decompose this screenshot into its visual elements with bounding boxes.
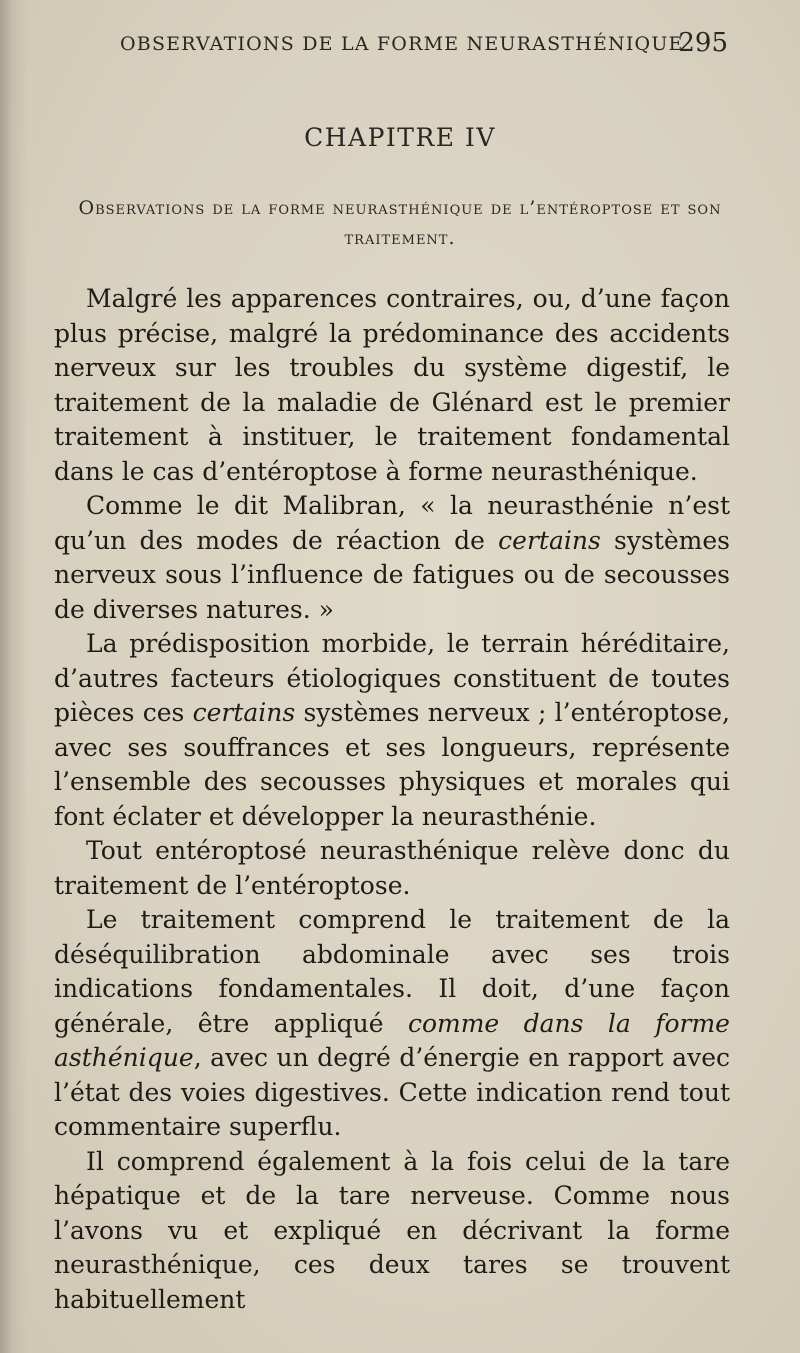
paragraph-3-text-a: La prédisposition morbide, le terrain héréditaire, d’autres facteurs étiologiques constituent de toutes pièces ces <box>54 629 730 727</box>
body-text <box>54 282 730 1317</box>
paragraph-3-text-b: systèmes nerveux ; l’entéroptose, avec ses souffrances et ses longueurs, représente l’ensemble des secousses physiques et morales qui font éclater et développer la neurasthénie. <box>54 698 730 831</box>
paragraph-5-emphasis: comme dans la forme asthénique <box>54 1008 730 1072</box>
paragraph-3-emphasis: certains <box>192 698 296 727</box>
paragraph-2-text-b: systèmes nerveux sous l’influence de fatigues ou de secousses de diverses natures. » <box>54 525 730 624</box>
chapter-subtitle <box>64 193 736 253</box>
paragraph-2 <box>54 489 730 627</box>
paragraph-1: Malgré les apparences contraires, ou, d’une façon plus précise, malgré la prédominance des accidents nerveux sur les troubles du système digestif, le traitement de la maladie de Glénard est le premier traitement à instituer, le traitement fondamental dans le cas d’entéroptose à forme neurasthénique. <box>54 284 730 486</box>
paragraph-4: Tout entéroptosé neurasthénique relève donc du traitement de l’entéroptose. <box>54 836 730 900</box>
paragraph-2-text-a: Comme le dit Malibran, « la neurasthénie n’est qu’un des modes de réaction de <box>54 491 730 555</box>
paragraph-5 <box>54 903 730 1145</box>
running-head: OBSERVATIONS DE LA FORME NEURASTHÉNIQUE <box>120 33 684 55</box>
paragraph-5-text-b: , avec un degré d’énergie en rapport avec l’état des voies digestives. Cette indication rend tout commentaire superflu. <box>54 1043 730 1141</box>
page-number: 295 <box>678 28 728 58</box>
paragraph-6: Il comprend également à la fois celui de la tare hépatique et de la tare nerveuse. Comme nous l’avons vu et expliqué en décrivant la forme neurasthénique, ces deux tares se trouvent habituellement <box>54 1146 730 1314</box>
chapter-subtitle-line2: et son traitement. <box>344 197 722 249</box>
chapter-subtitle-line1: Observations de la forme neurasthénique de l’entéroptose <box>78 197 654 219</box>
chapter-title: CHAPITRE IV <box>304 123 496 152</box>
paragraph-3 <box>54 627 730 834</box>
spine-shadow <box>0 0 28 1353</box>
paragraph-5-text-a: Le traitement comprend le traitement de la déséquilibration abdominale avec ses trois indications fondamentales. Il doit, d’une façon générale, être appliqué <box>54 905 730 1038</box>
paragraph-2-emphasis: certains <box>498 525 601 555</box>
